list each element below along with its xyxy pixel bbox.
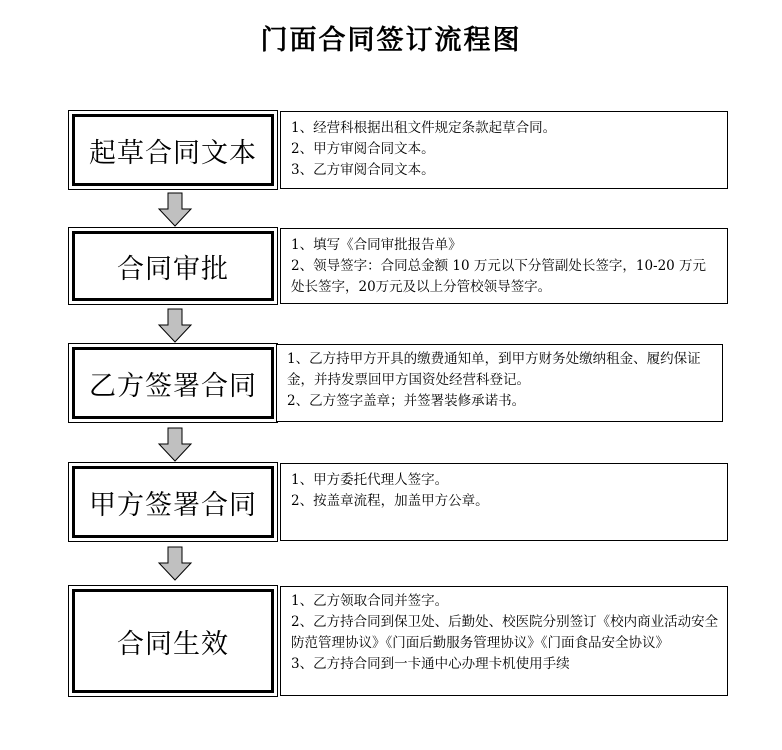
step-box-draft-contract (68, 110, 278, 190)
down-arrow-icon (157, 546, 193, 582)
desc-line: 1、乙方持甲方开具的缴费通知单，到甲方财务处缴纳租金、履约保证金，并持发票回甲方国资处经营科登记。 (287, 351, 701, 388)
desc-box-contract-effective (280, 586, 728, 696)
step-label-contract-effective: 合同生效 (72, 589, 274, 693)
desc-line: 1、甲方委托代理人签字。 (291, 472, 449, 488)
step-box-party-a-signs (68, 462, 278, 542)
step-label-contract-approval: 合同审批 (72, 231, 274, 301)
desc-line: 2、领导签字：合同总金额 10 万元以下分管副处长签字，10-20 万元处长签字，20万元及以上分管校领导签字。 (291, 258, 707, 295)
step-box-contract-approval (68, 227, 278, 305)
step-label-party-b-signs: 乙方签署合同 (72, 347, 274, 419)
desc-line: 2、乙方持合同到保卫处、后勤处、校医院分别签订《校内商业活动安全防范管理协议》《门面后勤服务管理协议》《门面食品安全协议》 (291, 614, 719, 651)
desc-line: 2、乙方签字盖章；并签署装修承诺书。 (287, 393, 526, 409)
desc-box-party-a-signs (280, 463, 728, 541)
desc-line: 3、乙方审阅合同文本。 (291, 162, 435, 178)
desc-line: 2、按盖章流程，加盖甲方公章。 (291, 493, 489, 509)
desc-line: 1、填写《合同审批报告单》 (291, 237, 462, 253)
desc-line: 3、乙方持合同到一卡通中心办理卡机使用手续 (291, 656, 570, 672)
desc-line: 2、甲方审阅合同文本。 (291, 141, 435, 157)
step-label-party-a-signs: 甲方签署合同 (72, 466, 274, 538)
step-box-contract-effective (68, 585, 278, 697)
step-label-draft-contract: 起草合同文本 (72, 114, 274, 186)
down-arrow-icon (157, 308, 193, 344)
desc-box-draft-contract (280, 111, 728, 189)
desc-line: 1、乙方领取合同并签字。 (291, 593, 449, 609)
desc-box-party-b-signs (276, 344, 723, 422)
desc-line: 1、经营科根据出租文件规定条款起草合同。 (291, 120, 557, 136)
down-arrow-icon (157, 192, 193, 228)
desc-box-contract-approval (280, 228, 728, 304)
step-box-party-b-signs (68, 343, 278, 423)
page-title: 门面合同签订流程图 (260, 25, 522, 56)
down-arrow-icon (157, 427, 193, 463)
